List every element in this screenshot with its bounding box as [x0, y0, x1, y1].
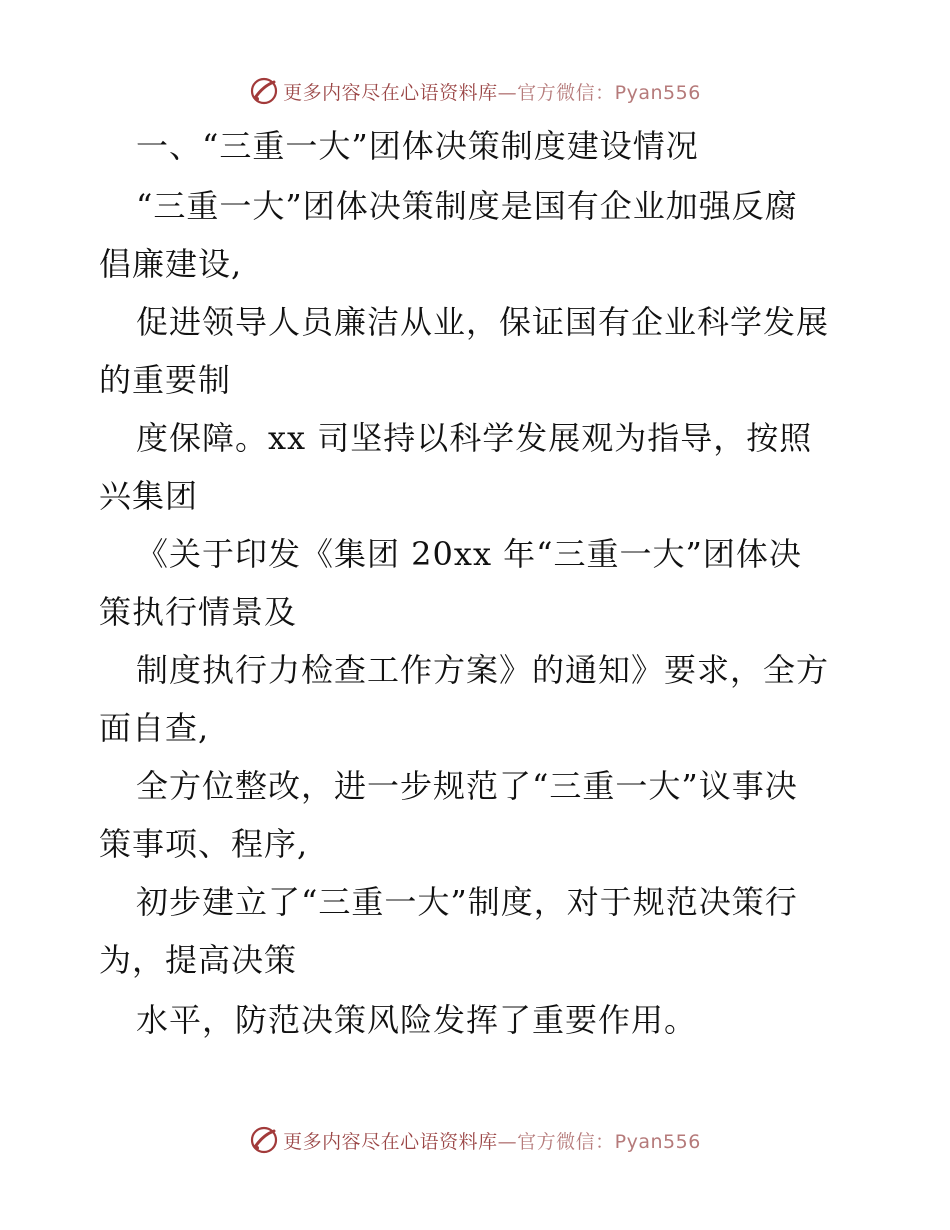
paragraph-line: “三重一大”团体决策制度是国有企业加强反腐 — [136, 187, 798, 225]
paragraph-line: 《关于印发《集团 20xx 年“三重一大”团体决 — [136, 535, 802, 573]
paragraph-line: 兴集团 — [99, 477, 199, 515]
paragraph-line: 全方位整改，进一步规范了“三重一大”议事决 — [136, 767, 798, 805]
paragraph-line: 面自查, — [99, 709, 210, 747]
paragraph-line: 策执行情景及 — [99, 593, 298, 631]
paragraph-line: 策事项、程序, — [99, 825, 309, 863]
section-heading: 一、“三重一大”团体决策制度建设情况 — [136, 127, 699, 165]
paragraph-line: 的重要制 — [99, 361, 232, 399]
footer-watermark — [0, 1120, 950, 1160]
paragraph-line: 水平，防范决策风险发挥了重要作用。 — [136, 1001, 698, 1039]
paragraph-line: 制度执行力检查工作方案》的通知》要求，全方 — [136, 651, 830, 689]
header-watermark-main: 更多内容尽在心语资料库 — [283, 81, 498, 104]
paragraph-line: 为，提高决策 — [99, 941, 298, 979]
pen-logo-icon — [249, 1125, 279, 1155]
footer-watermark-tail: —官方微信：Pyan556 — [497, 1130, 701, 1153]
paragraph-line: 度保障。xx 司坚持以科学发展观为指导，按照 — [136, 419, 813, 457]
footer-watermark-main: 更多内容尽在心语资料库 — [283, 1130, 498, 1153]
paragraph-line: 倡廉建设, — [99, 245, 243, 283]
paragraph-line: 初步建立了“三重一大”制度，对于规范决策行 — [136, 883, 798, 921]
paragraph-line: 促进领导人员廉洁从业，保证国有企业科学发展 — [136, 303, 830, 341]
header-watermark-tail: —官方微信：Pyan556 — [497, 81, 701, 104]
